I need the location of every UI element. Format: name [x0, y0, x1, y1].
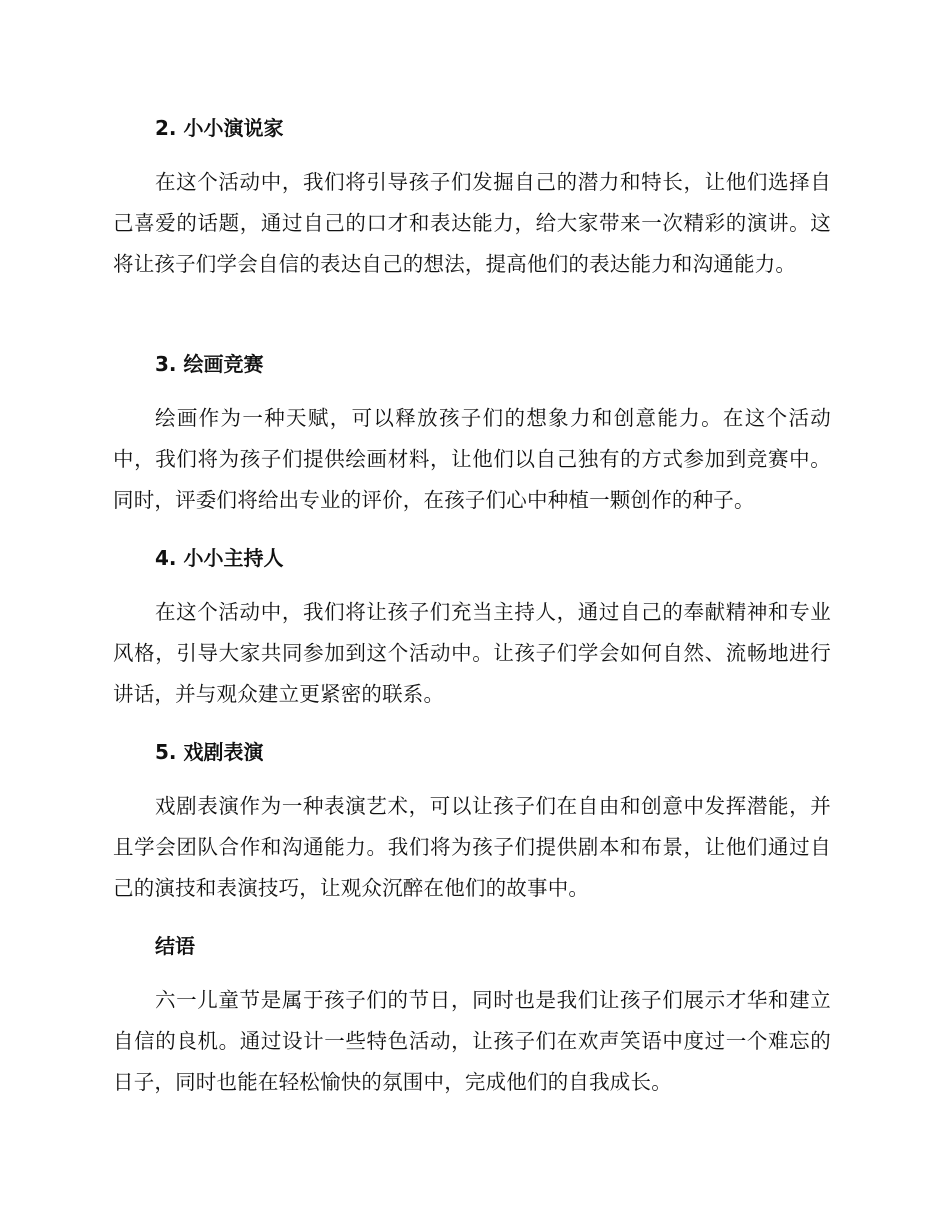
- section-heading-conclusion: 结语: [155, 934, 195, 958]
- section-paragraph-drawing: 绘画作为一种天赋，可以释放孩子们的想象力和创意能力。在这个活动中，我们将为孩子们提供绘画材料，让他们以自己独有的方式参加到竞赛中。同时，评委们将给出专业的评价，在孩子们心中种植一颗创作的种子。: [113, 406, 831, 512]
- section-heading-speech: 2. 小小演说家: [155, 116, 284, 140]
- section-paragraph-host: 在这个活动中，我们将让孩子们充当主持人，通过自己的奉献精神和专业风格，引导大家共同参加到这个活动中。让孩子们学会如何自然、流畅地进行讲话，并与观众建立更紧密的联系。: [113, 600, 831, 706]
- section-paragraph-conclusion: 六一儿童节是属于孩子们的节日，同时也是我们让孩子们展示才华和建立自信的良机。通过设计一些特色活动，让孩子们在欢声笑语中度过一个难忘的日子，同时也能在轻松愉快的氛围中，完成他们的自我成长。: [113, 988, 831, 1094]
- section-heading-host: 4. 小小主持人: [155, 546, 284, 570]
- section-heading-drawing: 3. 绘画竞赛: [155, 352, 264, 376]
- section-paragraph-speech: 在这个活动中，我们将引导孩子们发掘自己的潜力和特长，让他们选择自己喜爱的话题，通过自己的口才和表达能力，给大家带来一次精彩的演讲。这将让孩子们学会自信的表达自己的想法，提高他们的表达能力和沟通能力。: [113, 170, 831, 276]
- section-paragraph-drama: 戏剧表演作为一种表演艺术，可以让孩子们在自由和创意中发挥潜能，并且学会团队合作和沟通能力。我们将为孩子们提供剧本和布景，让他们通过自己的演技和表演技巧，让观众沉醉在他们的故事中。: [113, 794, 831, 900]
- section-heading-drama: 5. 戏剧表演: [155, 740, 264, 764]
